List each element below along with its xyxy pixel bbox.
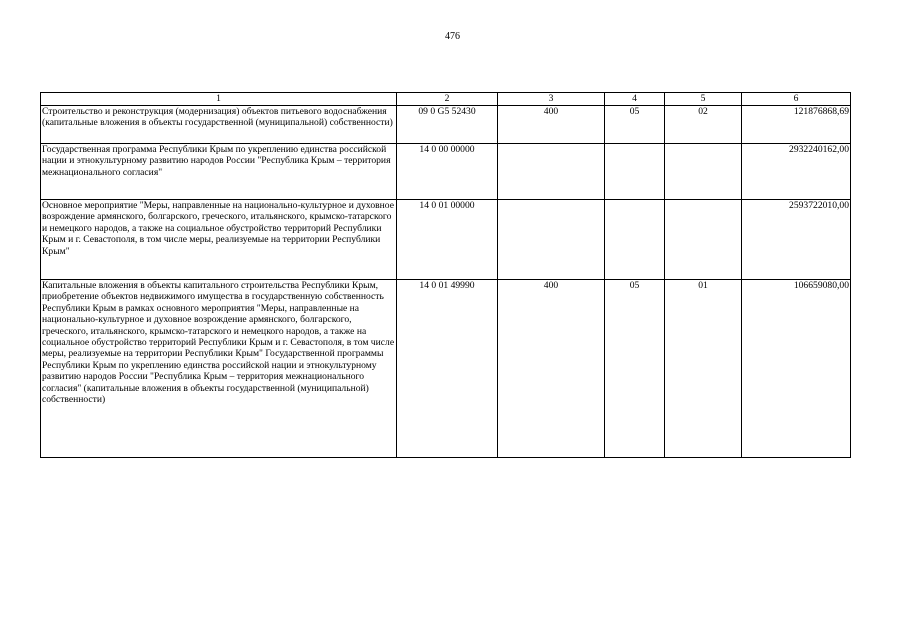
table-row xyxy=(41,106,851,144)
row-code: 14 0 00 00000 xyxy=(397,144,498,200)
row-name: Строительство и реконструкция (модернизация) объектов питьевого водоснабжения (капитальные вложения в объекты государственной (муниципальной) собственности) xyxy=(41,106,397,144)
row-subsection xyxy=(665,144,742,200)
table-row xyxy=(41,144,851,200)
row-amount: 2593722010,00 xyxy=(742,200,851,280)
row-section: 05 xyxy=(605,106,665,144)
column-header-4: 4 xyxy=(605,93,665,106)
row-subsection: 01 xyxy=(665,280,742,458)
column-header-5: 5 xyxy=(665,93,742,106)
row-type: 400 xyxy=(498,280,605,458)
row-amount: 106659080,00 xyxy=(742,280,851,458)
table-row xyxy=(41,200,851,280)
row-amount: 121876868,69 xyxy=(742,106,851,144)
row-amount: 2932240162,00 xyxy=(742,144,851,200)
row-subsection xyxy=(665,200,742,280)
row-name: Капитальные вложения в объекты капитального строительства Республики Крым, приобретение объектов недвижимого имущества в государственную собственность Республики Крым в рамках основного мероприятия "Меры, направленные на национально-культурное и духовное возрождение армянского, болгарского, греческого, итальянского, крымско-татарского и немецкого народов, а также на социальное обустройство территорий Республики Крым и г. Севастополя, в том числе меры, реализуемые на территории Республики Крым" Государственной программы Республики Крым по укреплению единства российской нации и этнокультурному развитию народов России "Республика Крым – территория межнационального согласия" (капитальные вложения в объекты государственной (муниципальной) собственности) xyxy=(41,280,397,458)
row-code: 14 0 01 49990 xyxy=(397,280,498,458)
row-type xyxy=(498,200,605,280)
row-subsection: 02 xyxy=(665,106,742,144)
header-row xyxy=(41,93,851,106)
column-header-2: 2 xyxy=(397,93,498,106)
row-section xyxy=(605,144,665,200)
row-name: Государственная программа Республики Крым по укреплению единства российской нации и этнокультурному развитию народов России "Республика Крым – территория межнационального согласия" xyxy=(41,144,397,200)
row-type xyxy=(498,144,605,200)
row-code: 14 0 01 00000 xyxy=(397,200,498,280)
row-section xyxy=(605,200,665,280)
column-header-1: 1 xyxy=(41,93,397,106)
row-section: 05 xyxy=(605,280,665,458)
budget-table xyxy=(40,92,851,458)
row-name: Основное мероприятие "Меры, направленные на национально-культурное и духовное возрождение армянского, болгарского, греческого, итальянского, крымско-татарского и немецкого народов, а также на социальное обустройство территорий Республики Крым и г. Севастополя, в том числе меры, реализуемые на территории Республики Крым" xyxy=(41,200,397,280)
row-code: 09 0 G5 52430 xyxy=(397,106,498,144)
table-row xyxy=(41,280,851,458)
column-header-3: 3 xyxy=(498,93,605,106)
row-type: 400 xyxy=(498,106,605,144)
column-header-6: 6 xyxy=(742,93,851,106)
page-number: 476 xyxy=(445,31,460,42)
